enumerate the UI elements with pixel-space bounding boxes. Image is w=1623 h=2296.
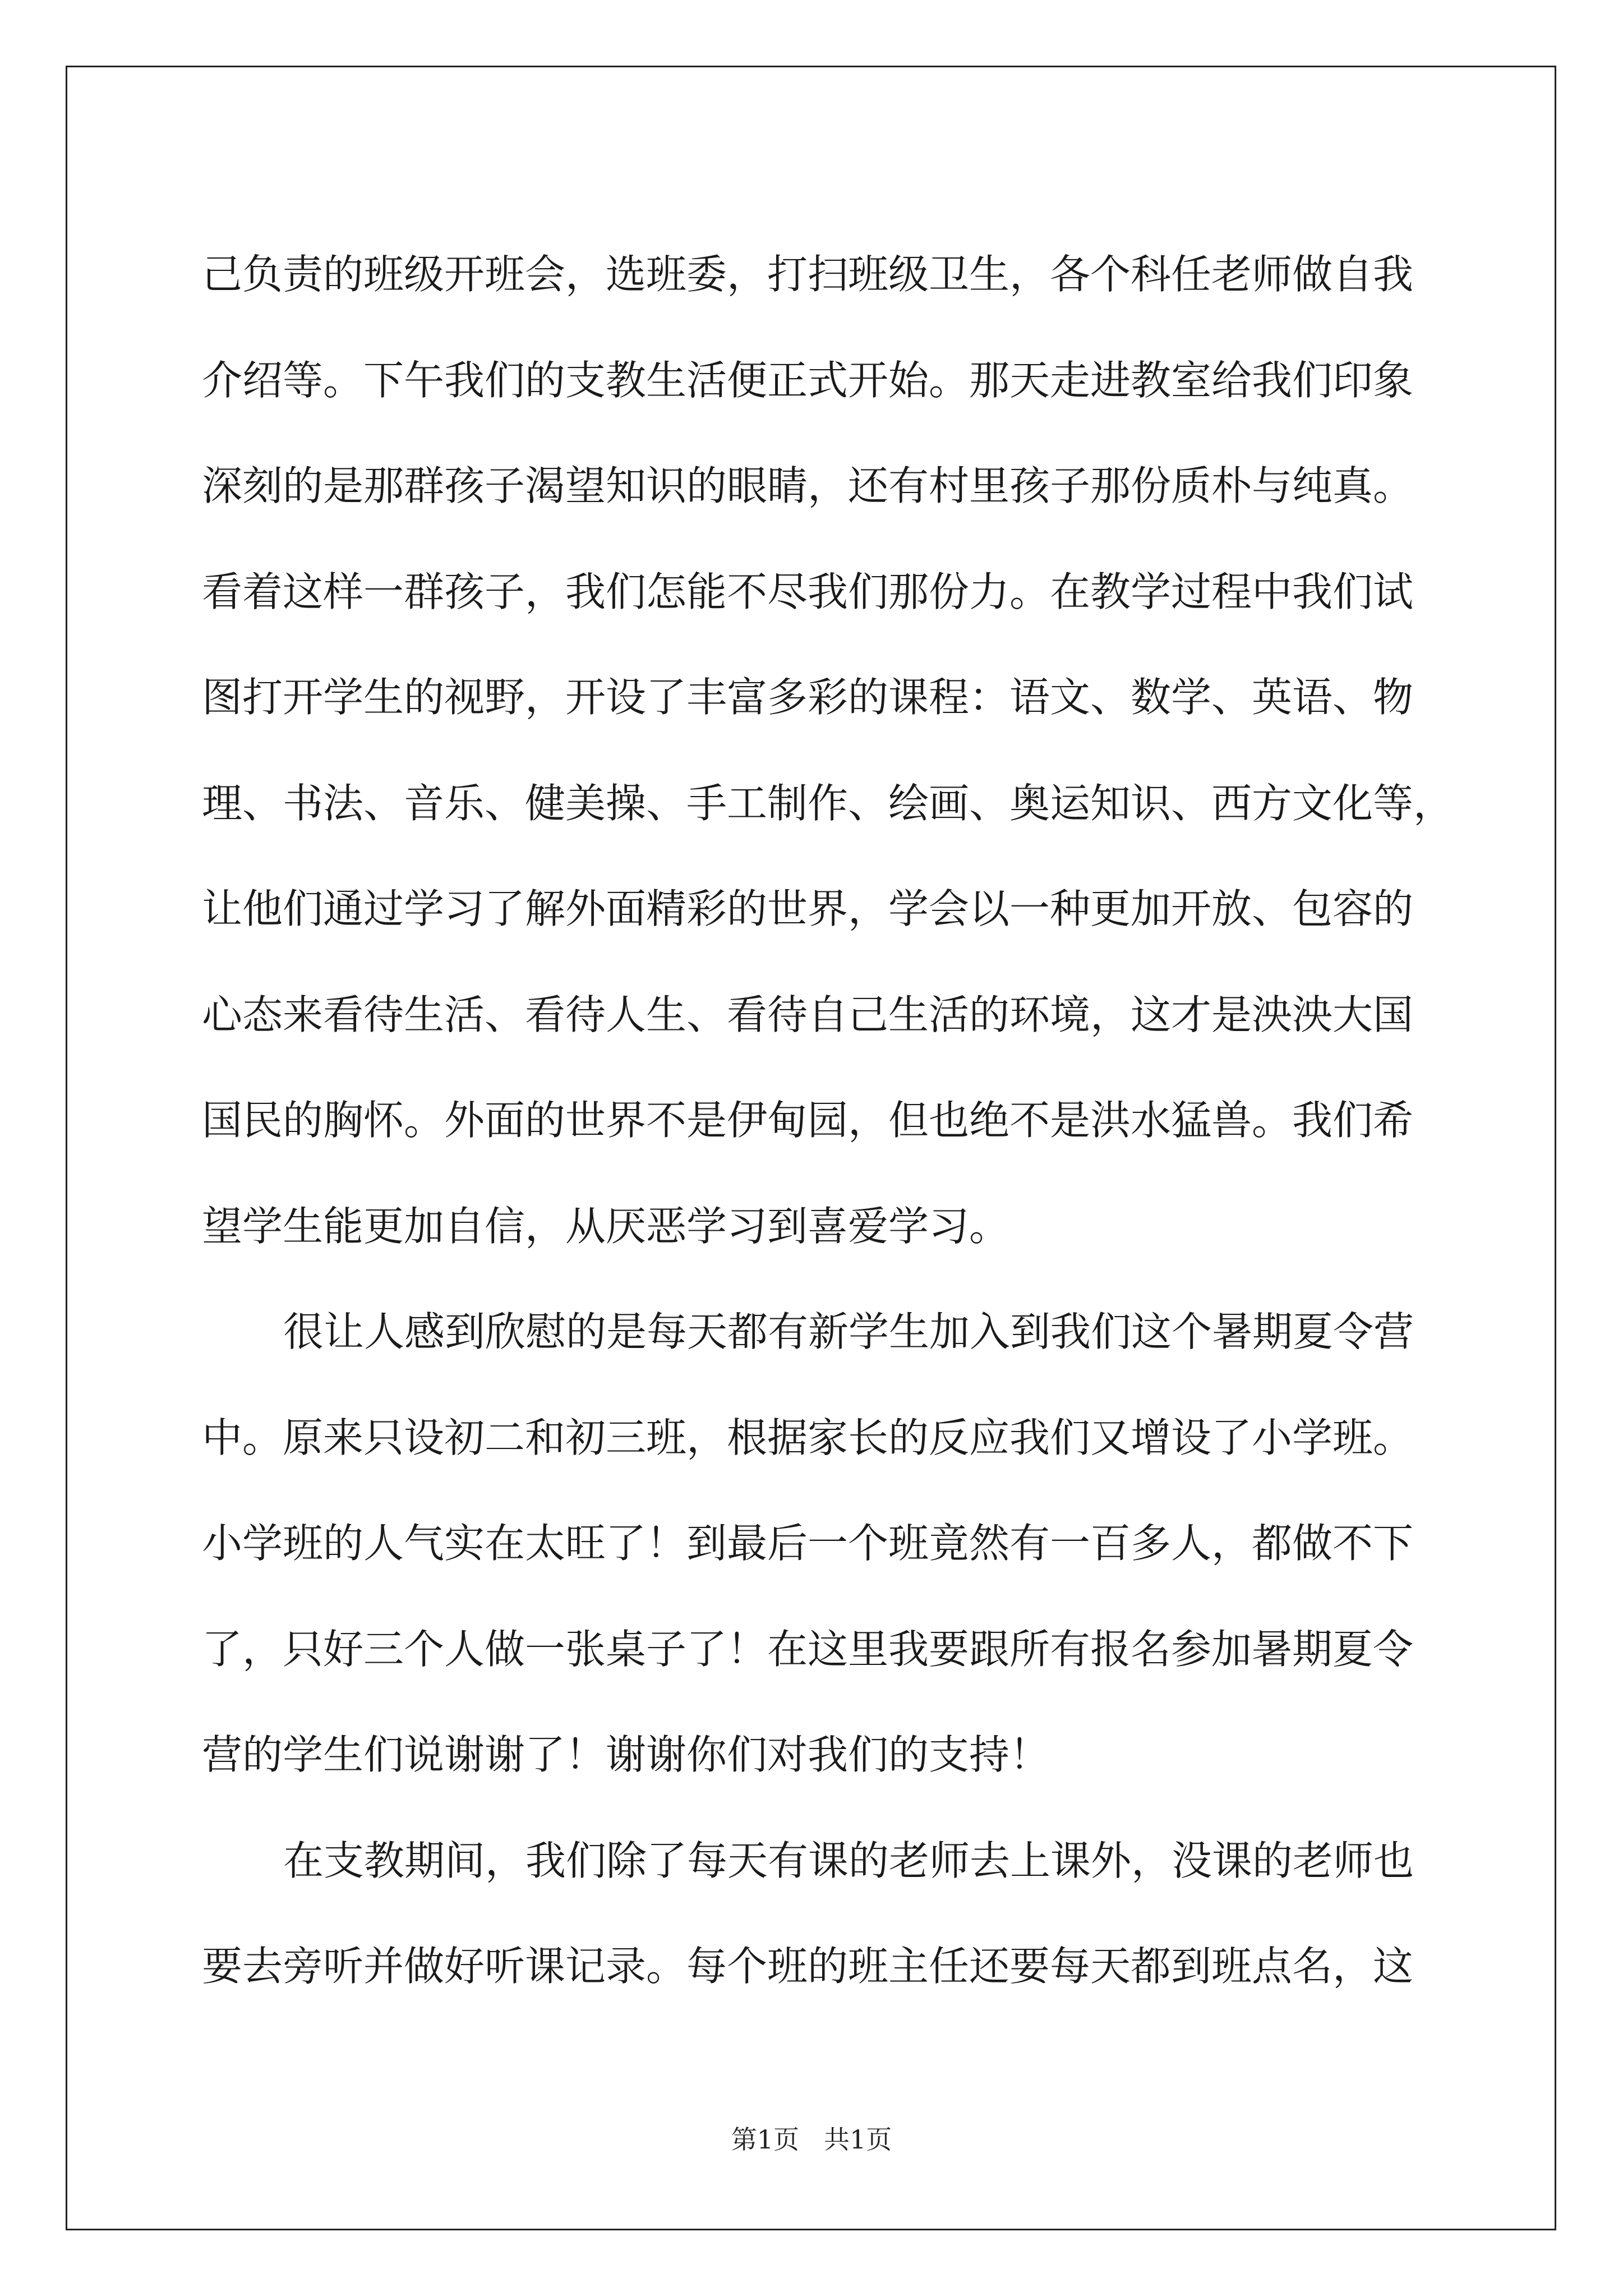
text-line: 中。原来只设初二和初三班，根据家长的反应我们又增设了小学班。 xyxy=(202,1414,1414,1461)
text-line: 看着这样一群孩子，我们怎能不尽我们那份力。在教学过程中我们试 xyxy=(202,568,1414,615)
text-line: 理、书法、音乐、健美操、手工制作、绘画、奥运知识、西方文化等， xyxy=(202,779,1454,827)
page-number: 第1页 xyxy=(731,2124,800,2155)
text-line: 深刻的是那群孩子渴望知识的眼睛，还有村里孩子那份质朴与纯真。 xyxy=(202,462,1414,509)
text-line: 小学班的人气实在太旺了！到最后一个班竟然有一百多人，都做不下 xyxy=(202,1520,1414,1567)
text-line: 介绍等。下午我们的支教生活便正式开始。那天走进教室给我们印象 xyxy=(202,356,1414,404)
text-line: 己负责的班级开班会，选班委，打扫班级卫生，各个科任老师做自我 xyxy=(202,251,1414,298)
page-total: 共1页 xyxy=(823,2124,892,2155)
page-footer xyxy=(0,2119,1623,2156)
text-line: 要去旁听并做好听课记录。每个班的班主任还要每天都到班点名，这 xyxy=(202,1943,1414,1990)
paragraph-first-line: 很让人感到欣慰的是每天都有新学生加入到我们这个暑期夏令营 xyxy=(283,1308,1414,1355)
text-line: 望学生能更加自信，从厌恶学习到喜爱学习。 xyxy=(202,1202,1010,1250)
text-line: 国民的胸怀。外面的世界不是伊甸园，但也绝不是洪水猛兽。我们希 xyxy=(202,1097,1414,1144)
paragraph-first-line: 在支教期间，我们除了每天有课的老师去上课外，没课的老师也 xyxy=(283,1837,1414,1884)
text-line: 了，只好三个人做一张桌子了！在这里我要跟所有报名参加暑期夏令 xyxy=(202,1625,1414,1673)
document-body xyxy=(202,222,1454,2019)
text-line: 让他们通过学习了解外面精彩的世界，学会以一种更加开放、包容的 xyxy=(202,885,1414,932)
text-line: 营的学生们说谢谢了！谢谢你们对我们的支持！ xyxy=(202,1731,1050,1778)
text-line: 图打开学生的视野，开设了丰富多彩的课程：语文、数学、英语、物 xyxy=(202,674,1414,721)
text-line: 心态来看待生活、看待人生、看待自己生活的环境，这才是泱泱大国 xyxy=(202,991,1414,1038)
